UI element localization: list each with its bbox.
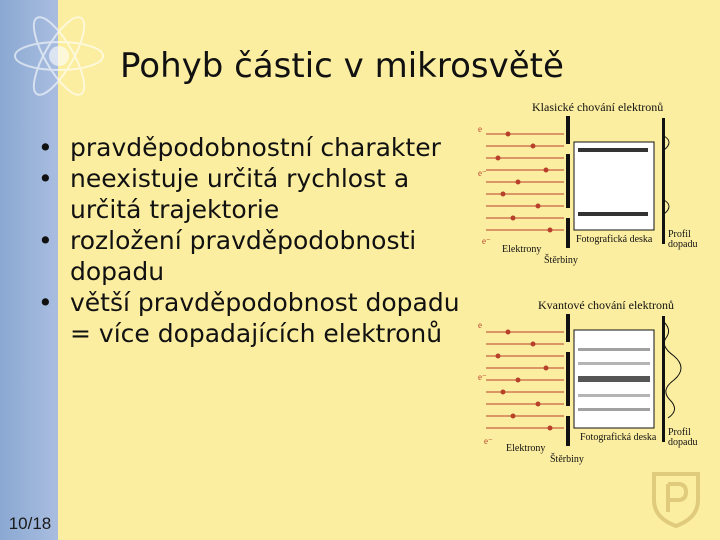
quantum-figure-title: Kvantové chování elektronů — [538, 298, 674, 312]
classical-figure-title: Klasické chování elektronů — [532, 100, 664, 114]
bullet-list — [38, 132, 478, 349]
classical-plate-label: Fotografická deska — [576, 234, 653, 245]
bullet-item: • pravděpodobnostní charakter — [38, 132, 478, 163]
bullet-item: • rozložení pravděpodobnosti dopadu — [38, 225, 478, 287]
bullet-item: • neexistuje určitá rychlost a určitá trajektorie — [38, 163, 478, 225]
slide-title: Pohyb částic v mikrosvětě — [120, 46, 564, 86]
slide-number: 10/18 — [8, 514, 52, 533]
svg-text:e⁻: e⁻ — [484, 436, 493, 446]
quantum-source-label: Elektrony — [506, 443, 546, 454]
svg-text:e⁻: e⁻ — [482, 236, 491, 246]
quantum-slits-label: Štěrbiny — [550, 454, 584, 465]
svg-text:e: e — [478, 124, 482, 134]
quantum-profile-label: Profil dopadu — [668, 427, 698, 448]
svg-text:e⁻: e⁻ — [478, 372, 487, 382]
atom-icon — [4, 8, 104, 98]
classical-profile-label: Profil dopadu — [668, 229, 698, 250]
classical-slits-label: Štěrbiny — [544, 255, 578, 266]
svg-text:e: e — [478, 320, 482, 330]
bullet-item: • větší pravděpodobnost dopadu = více dopadajících elektronů — [38, 287, 478, 349]
classical-source-label: Elektrony — [502, 244, 542, 255]
svg-text:e⁻: e⁻ — [478, 168, 487, 178]
quantum-plate-label: Fotografická deska — [580, 432, 657, 443]
university-logo-icon — [648, 468, 704, 528]
